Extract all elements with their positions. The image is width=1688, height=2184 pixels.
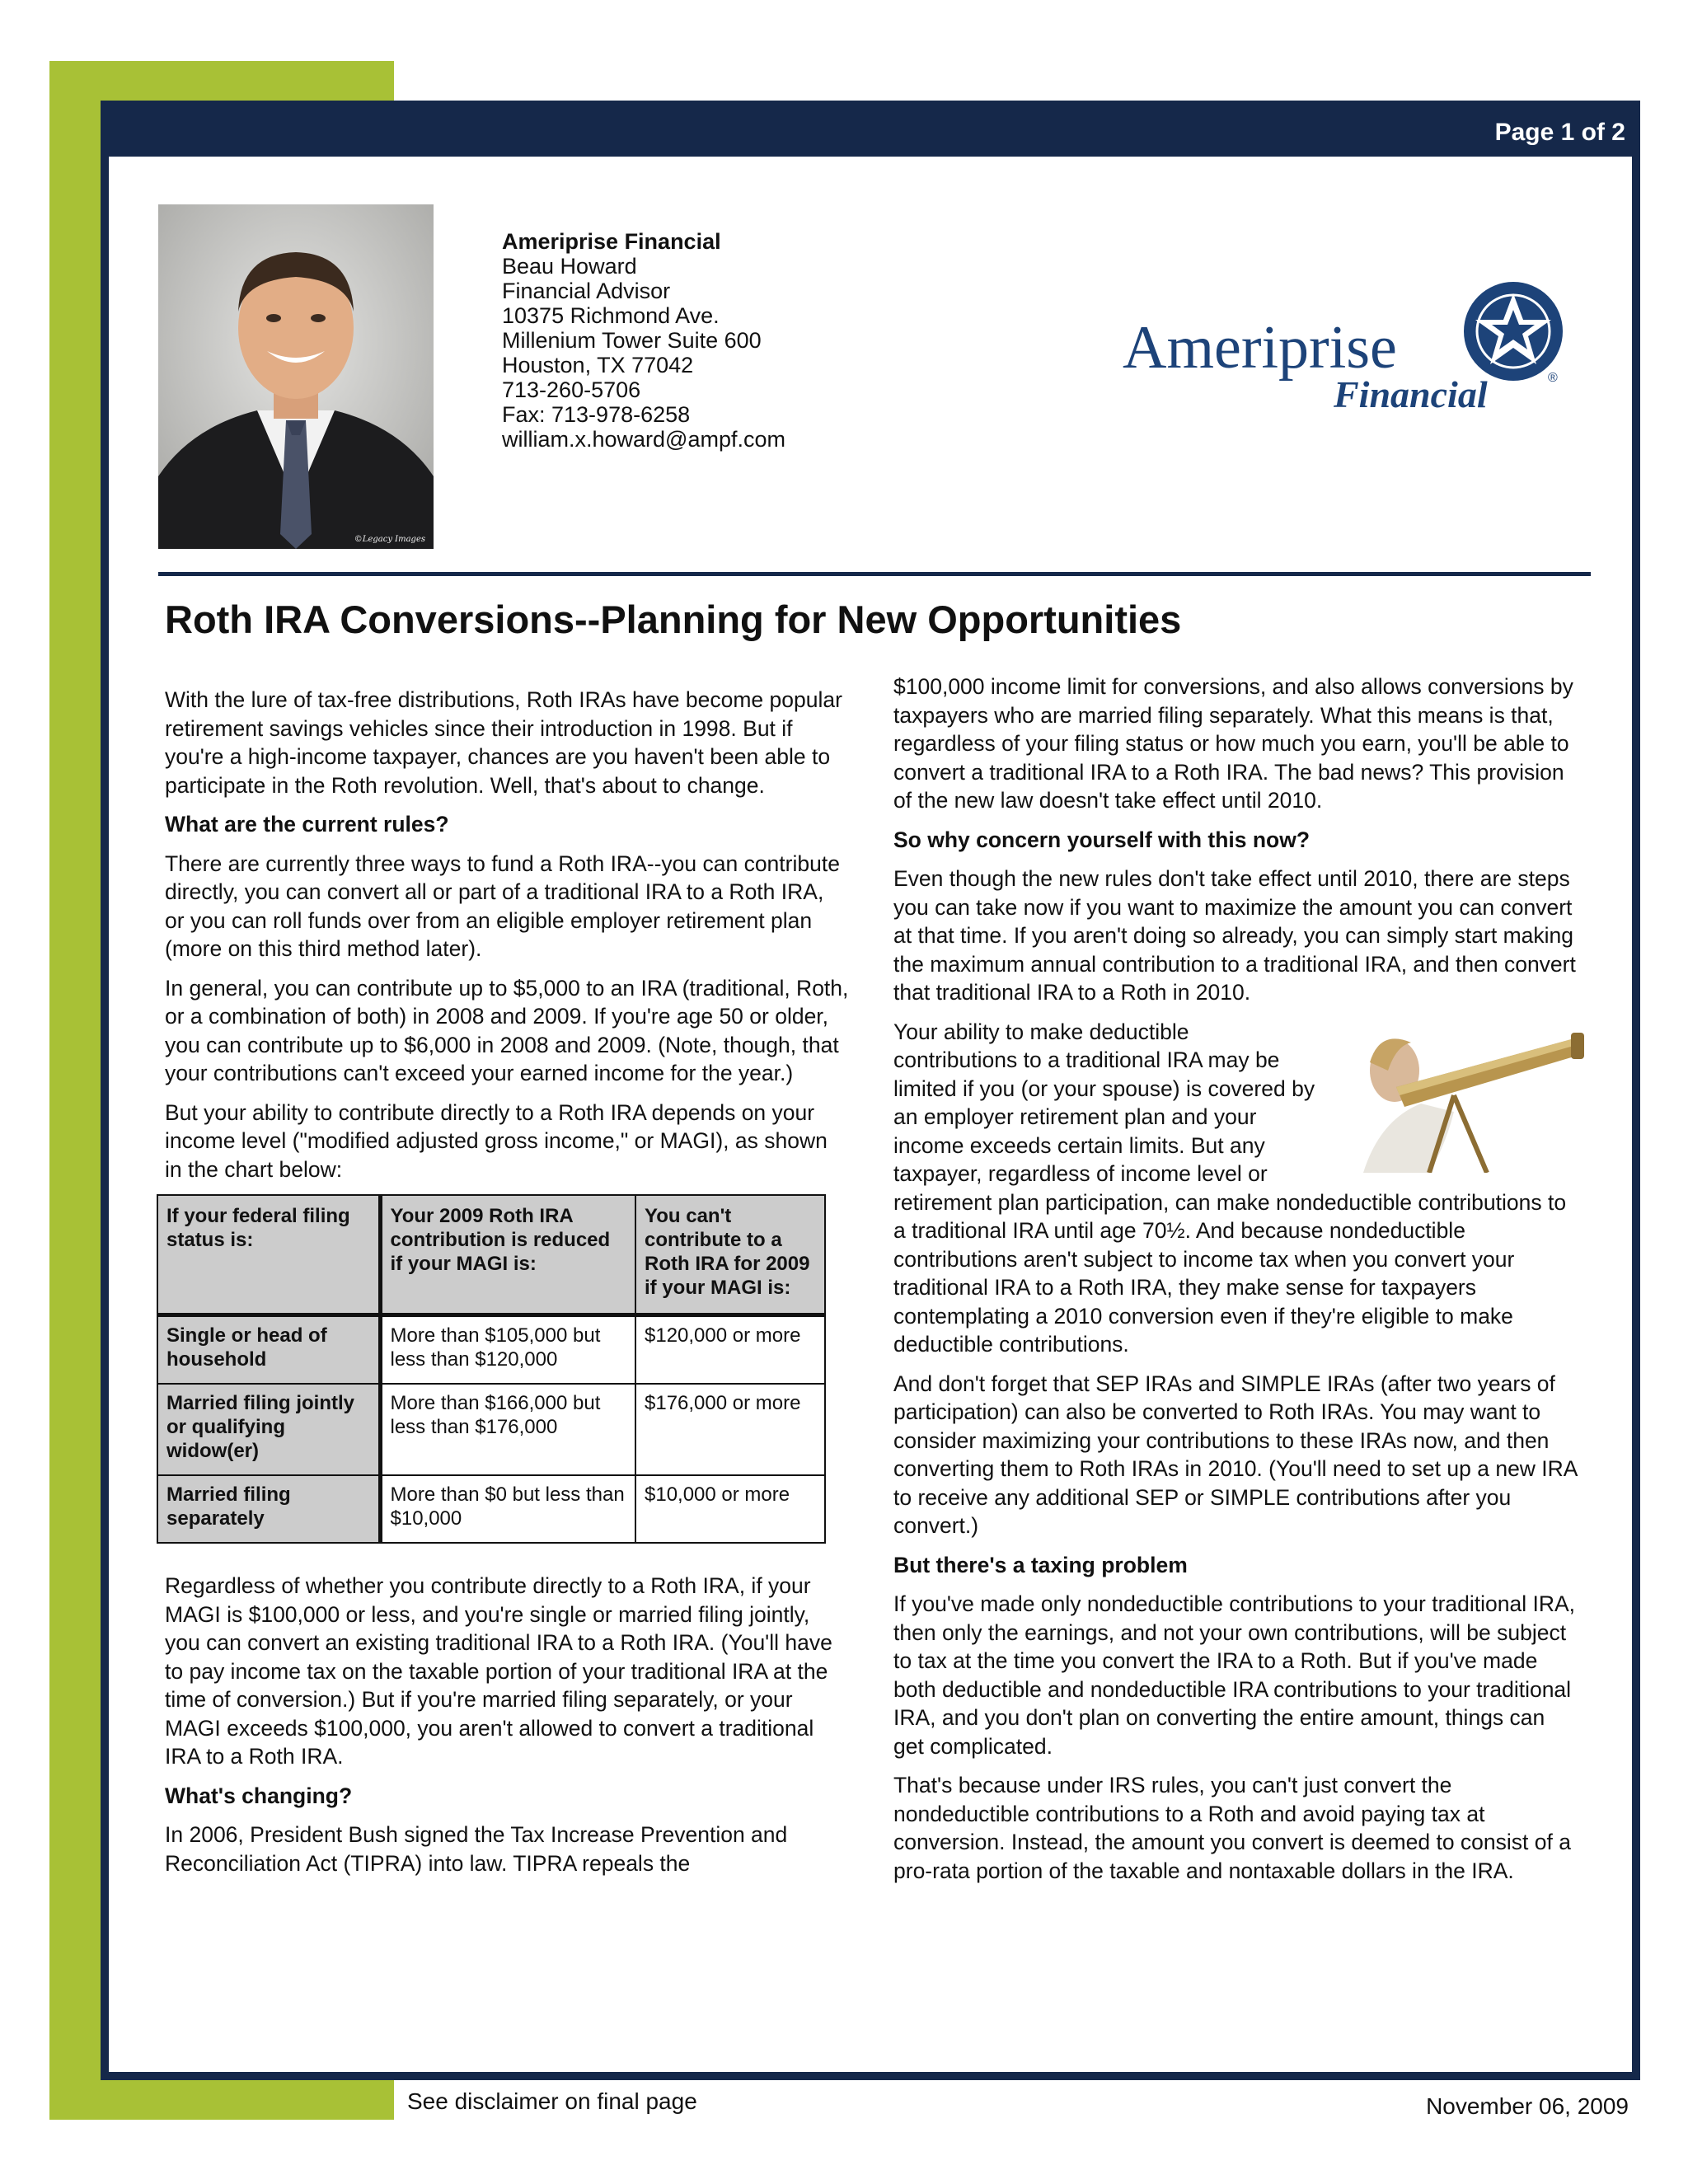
page-frame (101, 101, 1640, 2080)
table-header-cell: You can't contribute to a Roth IRA for 2009 if your MAGI is: (635, 1195, 825, 1315)
table-cell: $120,000 or more (635, 1315, 825, 1385)
paragraph: Regardless of whether you contribute directly to a Roth IRA, if your MAGI is $100,000 or less, and you're single or married filing jointly, you can convert an existing traditional IRA to a Roth IRA. (You'll have to pay income tax on the taxable portion of your traditional IRA at the time of conversion.) But if you're married filing separately, or your MAGI exceeds $100,000, you aren't allowed to convert a traditional IRA to a Roth IRA. (165, 1573, 832, 1769)
logo-wordmark: Ameriprise (1123, 314, 1397, 382)
paragraph: That's because under IRS rules, you can't just convert the nondeductible contributions to a Roth and avoid paying tax at conversion. Instead, the amount you convert is deemed to consist of a pro-rata portion of the taxable and nontaxable dollars in the IRA. (893, 1773, 1571, 1883)
table-row (157, 1315, 825, 1385)
table-row (157, 1475, 825, 1543)
article-title: Roth IRA Conversions--Planning for New Opportunities (165, 598, 1182, 641)
table-cell: More than $105,000 but less than $120,000 (380, 1315, 635, 1385)
section-heading: What are the current rules? (165, 812, 449, 837)
table-cell: Married filing jointly or qualifying widow(er) (157, 1384, 380, 1475)
article-left-column (165, 686, 849, 1888)
table-header-cell: Your 2009 Roth IRA contribution is reduced if your MAGI is: (380, 1195, 635, 1315)
paragraph: Your ability to make deductible contributions to a traditional IRA may be limited if you (or your spouse) is covered by an employer retirement plan and your income exceeds certain limits. But any taxpayer, regardless of income level or retirement plan participation, can make nondeductible contributions to a traditional IRA until age 70½. And because nondeductible contributions aren't subject to income tax when you convert your traditional IRA to a Roth IRA, they make sense for taxpayers contemplating a 2010 conversion even if they're eligible to make deductible contributions. (893, 1019, 1567, 1357)
registered-mark: ® (1548, 371, 1558, 385)
table-cell: Single or head of household (157, 1315, 380, 1385)
advisor-name: Beau Howard (502, 254, 637, 279)
paragraph: There are currently three ways to fund a Roth IRA--you can contribute directly, you can convert all or part of a traditional IRA to a Roth IRA, or you can roll funds over from an eligible employer retirement plan (more on this third method later). (165, 851, 840, 961)
table-row (157, 1384, 825, 1475)
ameriprise-logo (1123, 280, 1568, 429)
paragraph: In general, you can contribute up to $5,000 to an IRA (traditional, Roth, or a combination of both) in 2008 and 2009. If you're age 50 or older, you can contribute up to $6,000 in 2008 and 2009. (Note, though, that your contributions can't exceed your earned income for the year.) (165, 975, 849, 1085)
logo-subtitle: Financial (1334, 373, 1488, 415)
table-cell: More than $0 but less than $10,000 (380, 1475, 635, 1543)
paragraph: And don't forget that SEP IRAs and SIMPLE IRAs (after two years of participation) can also be converted to Roth IRAs. You may want to consider maximizing your contributions to these IRAs now, and then converting them to Roth IRAs in 2010. (You'll need to set up a new IRA to receive any additional SEP or SIMPLE contributions after you convert.) (893, 1371, 1578, 1538)
paragraph: With the lure of tax-free distributions, Roth IRAs have become popular retirement savings vehicles since their introduction in 1998. But if you're a high-income taxpayer, chances are you haven't been able to participate in the Roth revolution. Well, that's about to change. (165, 687, 842, 798)
section-heading: But there's a taxing problem (893, 1552, 1188, 1577)
paragraph: $100,000 income limit for conversions, and also allows conversions by taxpayers who are married filing separately. What this means is that, regardless of your filing status or how much you earn, you'll be able to convert a traditional IRA to a Roth IRA. The bad news? This provision of the new law doesn't take effect until 2010. (893, 674, 1573, 813)
paragraph: But your ability to contribute directly to a Roth IRA depends on your income level ("modified adjusted gross income," or MAGI), as shown in the chart below: (165, 1099, 828, 1182)
section-heading: What's changing? (165, 1783, 353, 1808)
email-address: william.x.howard@ampf.com (502, 427, 785, 452)
photo-credit: ©Legacy Images (354, 535, 425, 544)
phone-number: 713-260-5706 (502, 377, 641, 402)
footer-date: November 06, 2009 (1426, 2093, 1629, 2119)
table-header-row (157, 1195, 825, 1315)
paragraph: If you've made only nondeductible contributions to your traditional IRA, then only the earnings, and not your own contributions, will be subject to tax at the time you convert the IRA to a Roth. But if you've made both deductible and nondeductible IRA contributions to your traditional IRA, and you don't plan on converting the entire amount, things can get complicated. (893, 1591, 1576, 1759)
header-divider (158, 572, 1591, 576)
paragraph: In 2006, President Bush signed the Tax Increase Prevention and Reconciliation Act (TIPRA) into law. TIPRA repeals the (165, 1822, 788, 1876)
footer-disclaimer: See disclaimer on final page (407, 2088, 697, 2114)
table-cell: $176,000 or more (635, 1384, 825, 1475)
address-line-3: Houston, TX 77042 (502, 353, 694, 377)
address-line-2: Millenium Tower Suite 600 (502, 328, 762, 353)
advisor-photo (158, 204, 434, 549)
table-cell: Married filing separately (157, 1475, 380, 1543)
table-cell: More than $166,000 but less than $176,000 (380, 1384, 635, 1475)
advisor-title: Financial Advisor (502, 279, 671, 303)
page-indicator: Page 1 of 2 (1494, 119, 1625, 146)
address-line-1: 10375 Richmond Ave. (502, 303, 720, 328)
fax-number: Fax: 713-978-6258 (502, 402, 691, 427)
firm-name: Ameriprise Financial (502, 229, 721, 254)
header-band (109, 109, 1632, 157)
star-emblem-icon (1462, 280, 1564, 382)
contact-block (502, 229, 785, 452)
table-header-cell: If your federal filing status is: (157, 1195, 380, 1315)
telescope-illustration-icon (1330, 1021, 1592, 1173)
section-heading: So why concern yourself with this now? (893, 827, 1311, 852)
table-cell: $10,000 or more (635, 1475, 825, 1543)
article-right-column (893, 673, 1581, 1896)
roth-income-limits-table (157, 1194, 826, 1544)
paragraph: Even though the new rules don't take effect until 2010, there are steps you can take now if you want to maximize the amount you can convert at that time. If you aren't doing so already, you can simply start making the maximum annual contribution to a traditional IRA, and then convert that traditional IRA to a Roth in 2010. (893, 866, 1576, 1005)
